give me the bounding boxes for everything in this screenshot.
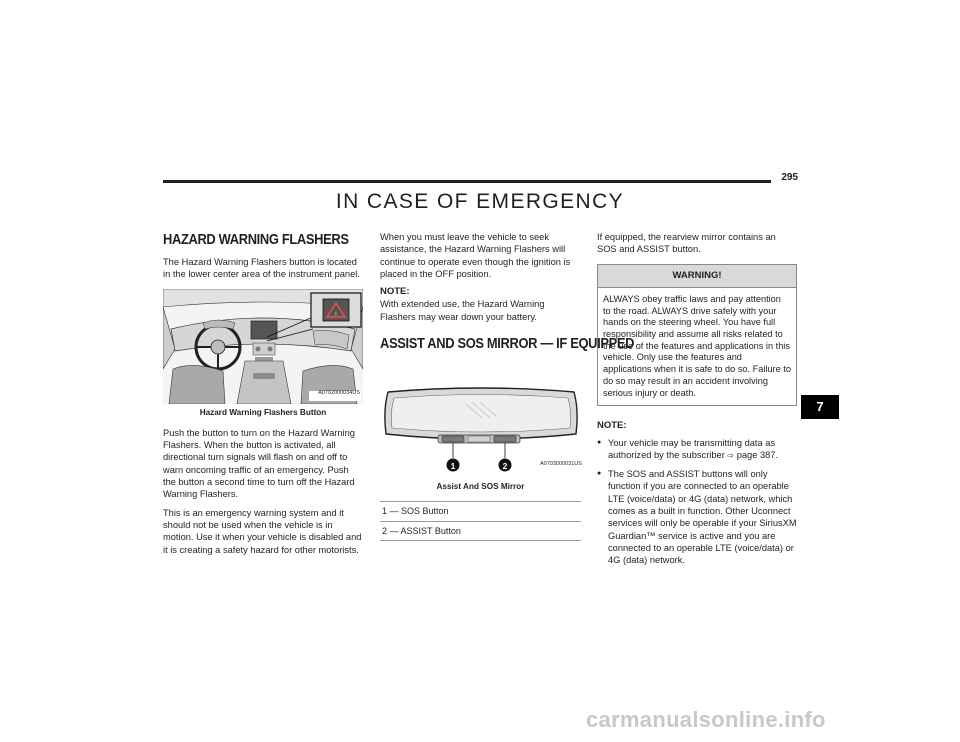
legend-row <box>380 502 581 521</box>
hazard-figure <box>163 289 363 404</box>
legend-table <box>380 501 581 541</box>
page-number: 295 <box>781 172 798 183</box>
legend-row <box>380 521 581 540</box>
warning-box <box>597 264 797 407</box>
mirror-figure <box>380 386 581 478</box>
column-left <box>163 231 363 562</box>
list-item: ● The SOS and ASSIST buttons will only function if you are connected to an operable LTE (voice/data) or 4G (data) network, which comes as a built in function. Other Uconnect services will only be operable if your SiriusXM Guardian™ service is active and you are connected to an operable LTE (voice/data) or 4G (data) network. <box>597 468 797 566</box>
hazard-para-1: Push the button to turn on the Hazard Warning Flashers. When the button is activated, all directional turn signals will flash on and off to warn oncoming traffic of an emergency. Push the button a second time to turn off the Hazard Warning Flashers. <box>163 427 355 500</box>
callout-1: 1 <box>450 461 456 472</box>
warning-text: ALWAYS obey traffic laws and pay attention to the road. ALWAYS drive safely with your hands on the steering wheel. You have full responsibility and assume all risks related to the use of the features and applications in this vehicle. Only use the features and applications when it is safe to do so. Failure to do so may result in an accident involving serious injury or death. <box>603 293 791 398</box>
hazard-para-2: This is an emergency warning system and it should not be used when the vehicle is in motion. Use it when your vehicle is disabled and it is creating a safety hazard for other motorists. <box>163 507 362 555</box>
note-label: NOTE: <box>380 286 410 298</box>
xref-arrow-icon: ⇨ <box>727 450 735 460</box>
mirror-intro: If equipped, the rearview mirror contains an SOS and ASSIST button. <box>597 232 776 255</box>
warning-title: WARNING! <box>598 265 796 288</box>
column-right <box>597 231 797 572</box>
note-text: With extended use, the Hazard Warning Flashers may wear down your battery. <box>380 299 545 322</box>
section-heading-hazard: HAZARD WARNING FLASHERS <box>163 231 349 248</box>
figure-code: A0703000031US <box>540 461 582 468</box>
legend-item-assist: 2 — ASSIST Button <box>380 521 581 540</box>
note-label: NOTE: <box>597 420 627 432</box>
header-rule <box>163 180 771 183</box>
figure-code: A0702000034US <box>318 390 360 397</box>
list-item <box>597 437 797 463</box>
figure-caption: Hazard Warning Flashers Button <box>199 407 327 417</box>
note-list <box>597 437 797 567</box>
svg-text:!: ! <box>335 311 337 318</box>
legend-item-sos: 1 — SOS Button <box>380 502 581 521</box>
leave-vehicle-para: When you must leave the vehicle to seek assistance, the Hazard Warning Flashers will continue to operate even though the ignition is placed in the OFF position. <box>380 232 571 279</box>
chapter-tab: 7 <box>801 395 839 419</box>
figure-caption: Assist And SOS Mirror <box>436 482 525 492</box>
callout-2: 2 <box>502 461 508 472</box>
sos-button <box>442 436 464 442</box>
watermark: carmanualsonline.info <box>586 707 826 732</box>
page-reference-link[interactable]: page 387. <box>736 449 779 460</box>
hazard-intro: The Hazard Warning Flashers button is located in the lower center area of the instrument panel. <box>163 257 360 280</box>
chapter-title: IN CASE OF EMERGENCY <box>335 190 625 213</box>
bullet-text: Your vehicle may be transmitting data as authorized by the subscriber <box>608 437 776 460</box>
column-middle <box>380 231 635 541</box>
assist-button <box>494 436 516 442</box>
section-heading-mirror: ASSIST AND SOS MIRROR — IF EQUIPPED <box>380 335 635 353</box>
